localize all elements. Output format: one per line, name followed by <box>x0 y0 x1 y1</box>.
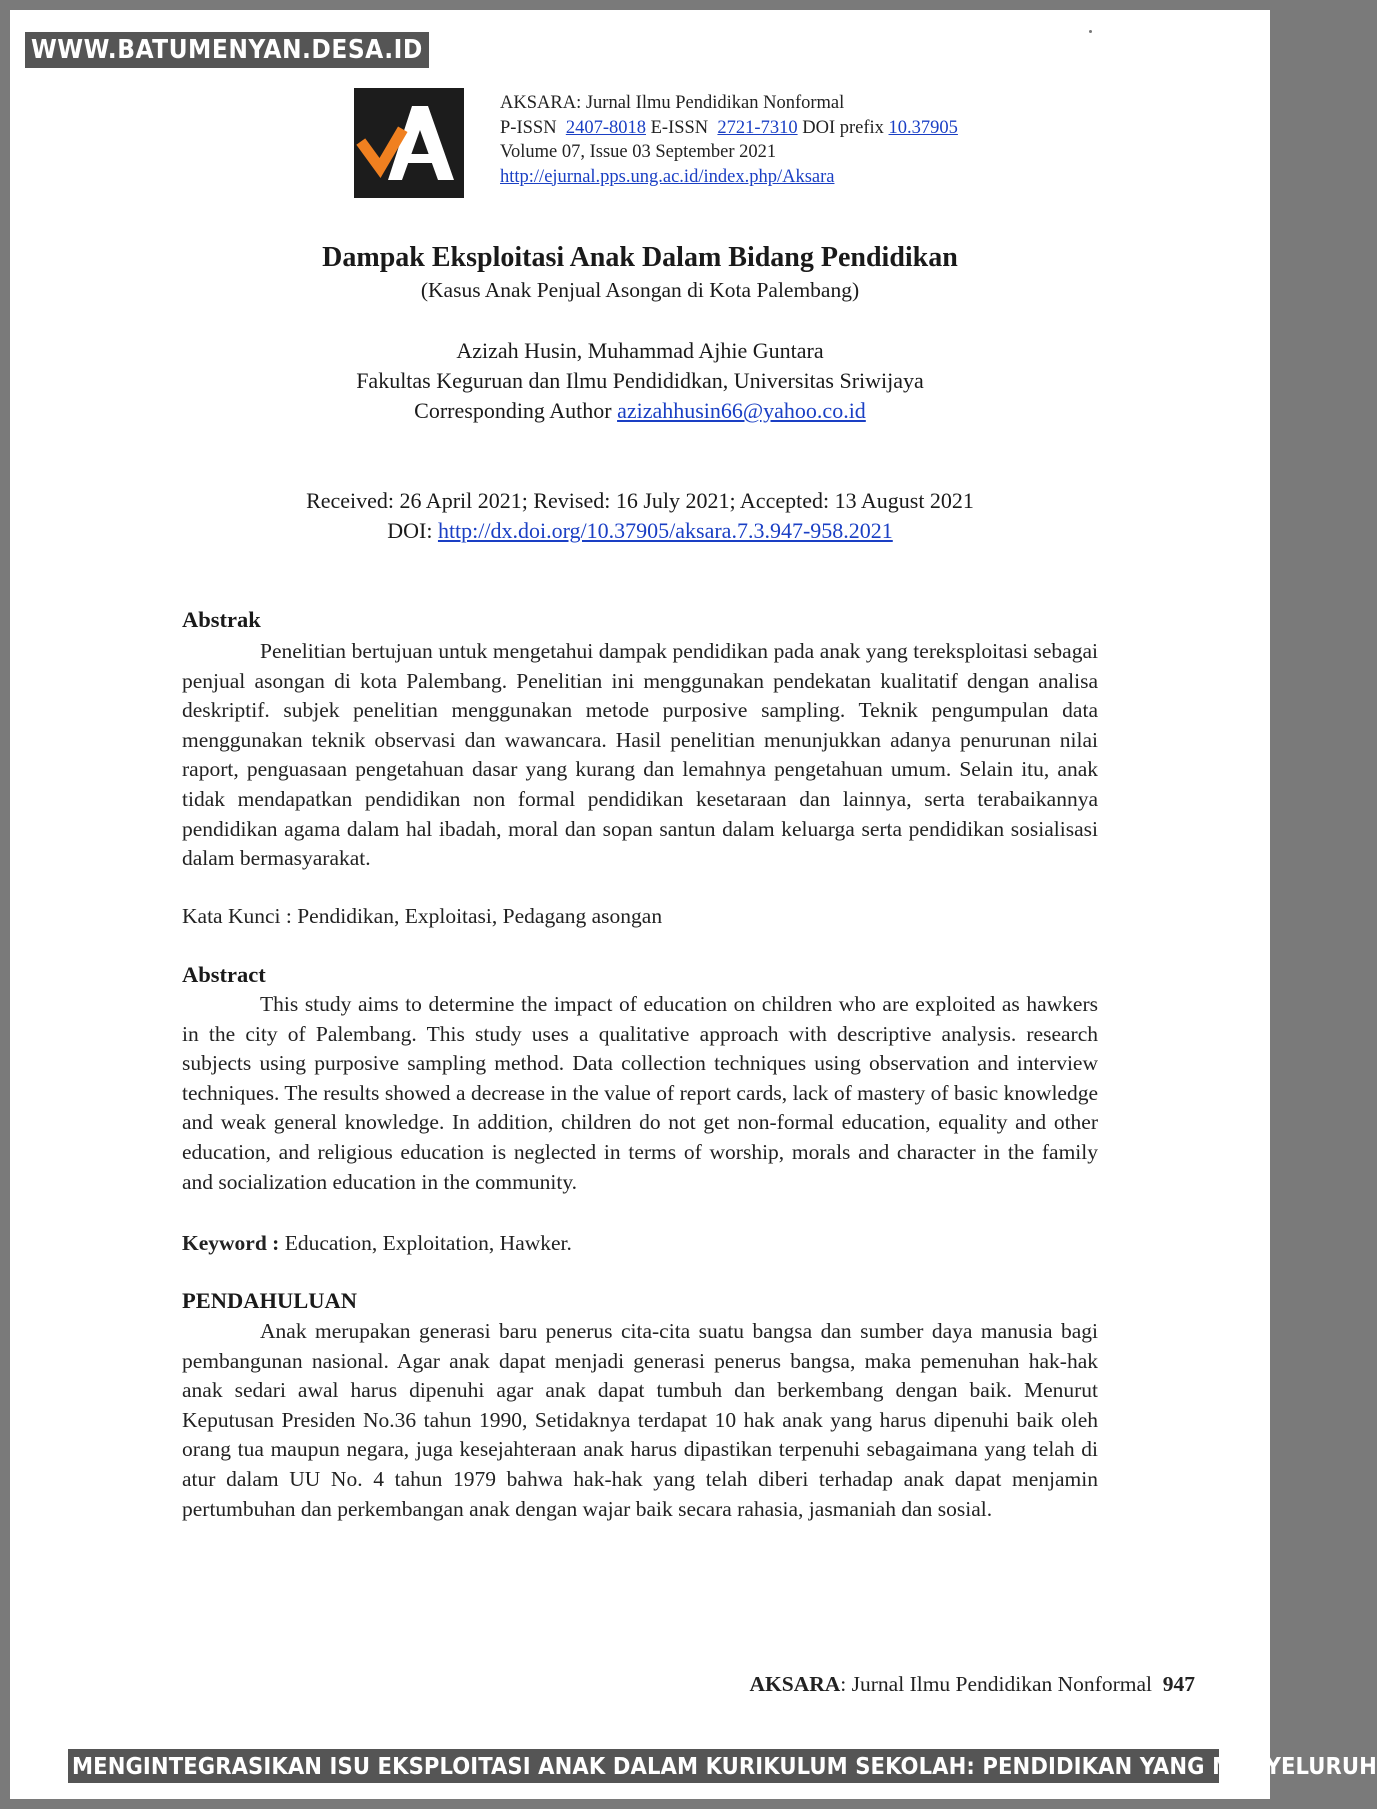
corresponding-author <box>0 398 1280 424</box>
abstrak-heading: Abstrak <box>182 607 261 632</box>
eissn-link[interactable]: 2721-7310 <box>717 117 798 138</box>
journal-header <box>500 91 1060 189</box>
footer-journal-bold: AKSARA <box>749 1672 841 1696</box>
journal-name: AKSARA: Jurnal Ilmu Pendidikan Nonformal <box>500 93 845 113</box>
authors: Azizah Husin, Muhammad Ajhie Guntara <box>456 338 824 363</box>
page-footer <box>750 1672 1196 1697</box>
email-link[interactable]: azizahhusin66@yahoo.co.id <box>617 398 866 423</box>
eissn-label: E-ISSN <box>650 117 709 138</box>
volume-line: Volume 07, Issue 03 September 2021 <box>500 142 777 162</box>
pendahuluan-heading: PENDAHULUAN <box>182 1288 358 1313</box>
site-watermark: WWW.BATUMENYAN.DESA.ID <box>25 32 429 68</box>
issn-line <box>500 116 1060 141</box>
doi-label: DOI: <box>387 518 433 543</box>
keyword-label: Keyword : <box>182 1231 280 1255</box>
aksara-logo <box>354 88 464 198</box>
doi-line <box>0 518 1280 544</box>
aksara-logo-icon <box>354 88 464 198</box>
doi-link[interactable]: http://dx.doi.org/10.37905/aksara.7.3.947-958.2021 <box>437 518 893 543</box>
article-title: Dampak Eksploitasi Anak Dalam Bidang Pendidikan <box>322 242 958 273</box>
journal-url-link[interactable]: http://ejurnal.pps.ung.ac.id/index.php/Aksara <box>500 166 835 187</box>
pendahuluan-text: Anak merupakan generasi baru penerus cita-cita suatu bangsa dan sumber daya manusia bagi pembangunan nasional. Agar anak dapat menjadi generasi penerus bangsa, maka pemenuhan hak-hak anak sedari awal harus dipenuhi agar anak dapat tumbuh dan berkembang dengan baik. Menurut Keputusan Presiden No.36 tahun 1990, Setidaknya terdapat 10 hak anak yang harus dipenuhi baik oleh orang tua maupun negara, juga kesejahteraan anak harus dipastikan terpenuhi sebagaimana yang telah di atur dalam UU No. 4 tahun 1979 bahwa hak-hak yang telah diberi terhadap anak dapat menjamin pertumbuhan dan perkembangan anak dengan wajar baik secara rahasia, jasmaniah dan sosial. <box>182 1319 1098 1521</box>
page-number: 947 <box>1162 1672 1195 1696</box>
affiliation: Fakultas Keguruan dan Ilmu Pendididkan, Universitas Sriwijaya <box>356 368 924 393</box>
doi-prefix-link[interactable]: 10.37905 <box>888 117 958 138</box>
caption-watermark: MENGINTEGRASIKAN ISU EKSPLOITASI ANAK DALAM KURIKULUM SEKOLAH: PENDIDIKAN YANG MENYELURUH <box>68 1749 1219 1783</box>
abstract-keywords <box>182 1231 572 1256</box>
corresponding-label: Corresponding Author <box>414 398 612 423</box>
abstract-text: This study aims to determine the impact of education on children who are exploited as hawkers in the city of Palembang. This study uses a qualitative approach with descriptive analysis. research subjects using purposive sampling method. Data collection techniques using observation and interview techniques. The results showed a decrease in the value of report cards, lack of mastery of basic knowledge and weak general knowledge. In addition, children do not get non-formal education, equality and other education, and religious education is neglected in terms of worship, morals and character in the family and socialization education in the community. <box>182 992 1098 1194</box>
dates-line: Received: 26 April 2021; Revised: 16 July 2021; Accepted: 13 August 2021 <box>306 488 974 513</box>
abstrak-keywords: Kata Kunci : Pendidikan, Exploitasi, Pedagang asongan <box>182 904 663 928</box>
speck <box>1089 30 1092 33</box>
pissn-label: P-ISSN <box>500 117 557 138</box>
abstrak-text: Penelitian bertujuan untuk mengetahui dampak pendidikan pada anak yang tereksploitasi sebagai penjual asongan di kota Palembang. Penelitian ini menggunakan pendekatan kualitatif dengan analisa deskriptif. subjek penelitian menggunakan metode purposive sampling. Teknik pengumpulan data menggunakan teknik observasi dan wawancara. Hasil penelitian menunjukkan adanya penurunan nilai raport, penguasaan pengetahuan dasar yang kurang dan lemahnya pengetahuan umum. Selain itu, anak tidak mendapatkan pendidikan non formal pendidikan kesetaraan dan lainnya, serta terabaikannya pendidikan agama dalam hal ibadah, moral dan sopan santun dalam keluarga serta pendidikan sosialisasi dalam bermasyarakat. <box>182 639 1098 871</box>
pissn-link[interactable]: 2407-8018 <box>565 117 646 138</box>
footer-journal-rest: : Jurnal Ilmu Pendidikan Nonformal <box>840 1672 1152 1696</box>
abstract-heading: Abstract <box>182 962 266 987</box>
keyword-values: Education, Exploitation, Hawker. <box>284 1231 572 1255</box>
doi-prefix-label: DOI prefix <box>802 117 884 138</box>
article-subtitle: (Kasus Anak Penjual Asongan di Kota Palembang) <box>420 278 860 302</box>
